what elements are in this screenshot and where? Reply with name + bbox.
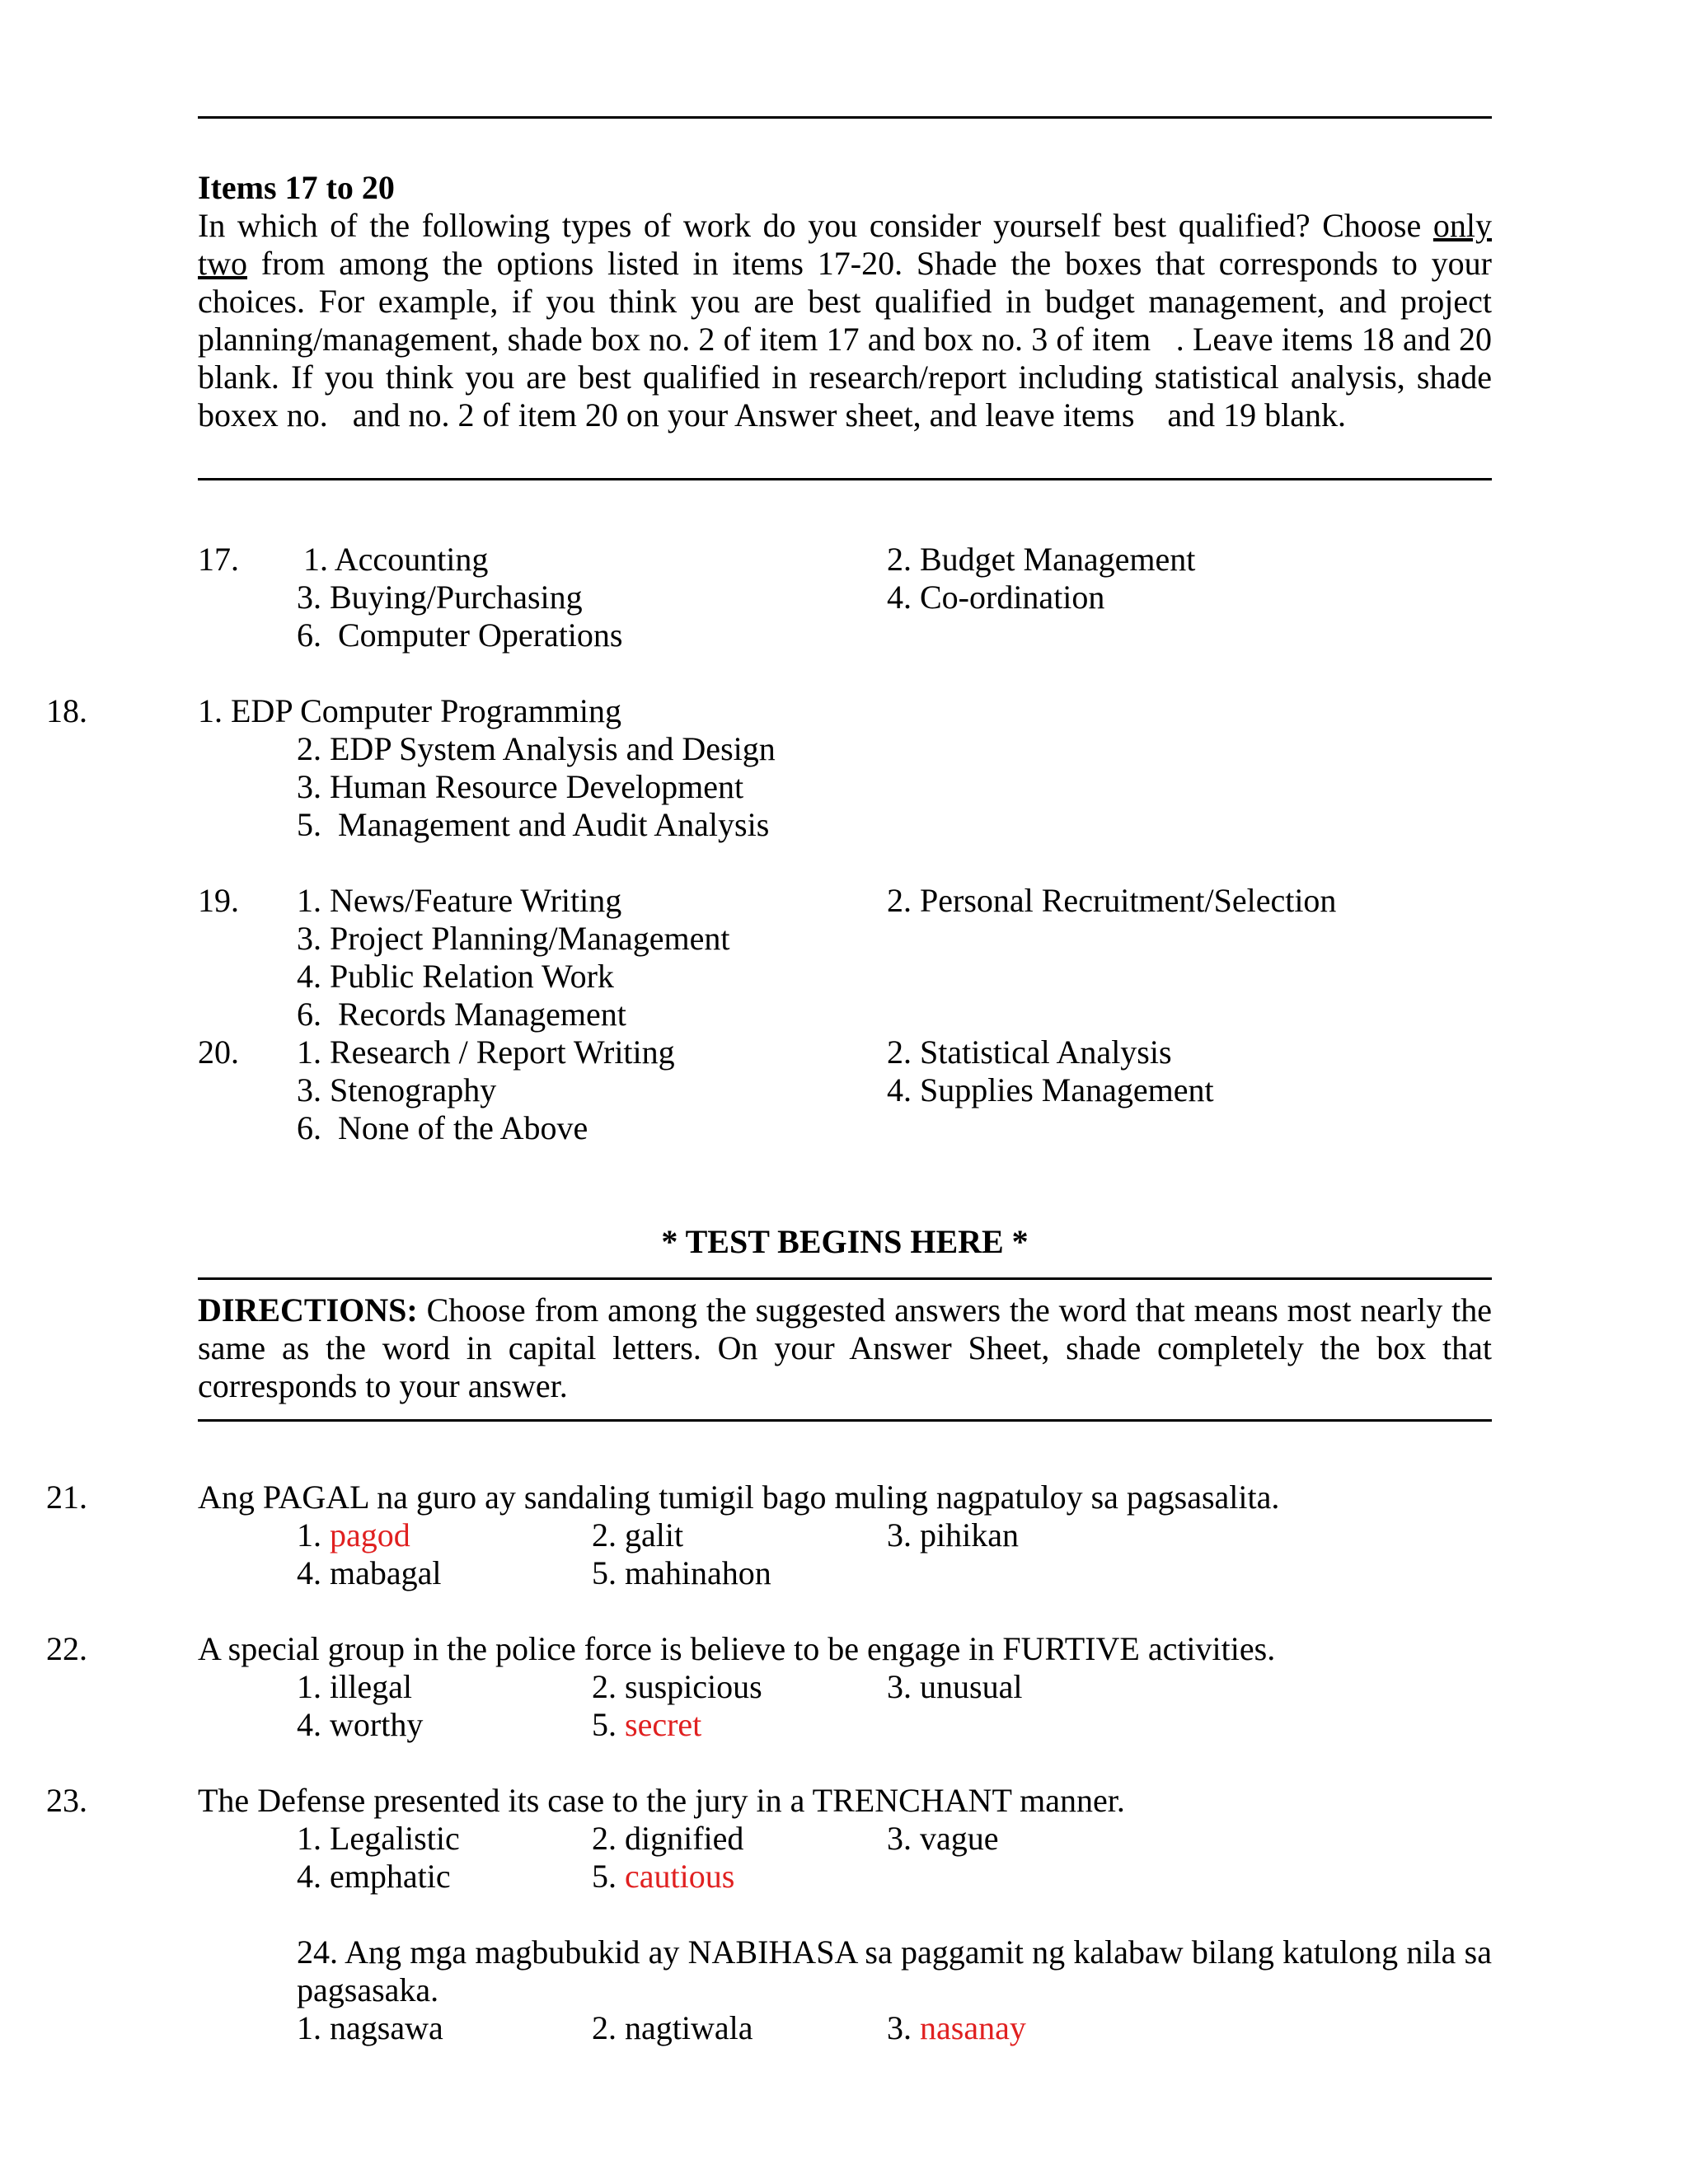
- item-20-option-1: 1. Research / Report Writing: [297, 1033, 675, 1071]
- directions-top-rule: [198, 1277, 1492, 1280]
- question-24-option-3-num: 3.: [887, 2009, 920, 2046]
- test-begins-banner: * TEST BEGINS HERE *: [661, 1223, 1029, 1260]
- question-22-stem: A special group in the police force is believe to be engage in FURTIVE activities.: [198, 1630, 1276, 1667]
- item-19-option-3: 3. Project Planning/Management: [297, 920, 730, 957]
- question-24-option-3-answer: nasanay: [920, 2009, 1026, 2046]
- question-21-option-1: [297, 1516, 410, 1554]
- question-22-option-2: 2. suspicious: [592, 1668, 762, 1705]
- question-21-option-3: 3. pihikan: [887, 1516, 1019, 1554]
- question-24-stem: 24. Ang mga magbubukid ay NABIHASA sa paggamit ng kalabaw bilang katulong nila sa pagsasaka.: [297, 1933, 1492, 2008]
- instructions-underlined: only two: [198, 207, 1492, 282]
- item-20-option-3: 3. Stenography: [297, 1071, 497, 1108]
- question-23-option-5-answer: cautious: [625, 1858, 735, 1895]
- directions-text: Choose from among the suggested answers the word that means most nearly the same as the word in capital letters. On your Answer Sheet, shade completely the box that corresponds to your answer.: [198, 1291, 1492, 1404]
- question-23-option-4: 4. emphatic: [297, 1858, 451, 1895]
- item-19-number: 19.: [198, 882, 239, 919]
- question-23-option-2: 2. dignified: [592, 1820, 744, 1857]
- instructions-text-b: from among the options listed in items 17-20. Shade the boxes that corresponds to your choices. For example, if you think you are best qualified in budget management, and project planning/management, shade box no. 2 of item 17 and box no. 3 of item . Leave items 18 and 20 blank. If you think you are best qualified in research/report including statistical analysis, shade boxex no. and no. 2 of item 20 on your Answer sheet, and leave items and 19 blank.: [198, 245, 1492, 434]
- question-23-number: 23.: [46, 1782, 87, 1819]
- item-19-option-4: 4. Public Relation Work: [297, 958, 614, 995]
- question-23-option-5-num: 5.: [592, 1858, 625, 1895]
- item-19-option-2: 2. Personal Recruitment/Selection: [887, 882, 1337, 919]
- question-24-option-3: [887, 2009, 1026, 2047]
- item-17-option-1: 1. Accounting: [303, 541, 489, 578]
- instructions-title: Items 17 to 20: [198, 169, 395, 206]
- question-23-option-5: [592, 1858, 734, 1896]
- question-24-option-2: 2. nagtiwala: [592, 2009, 753, 2046]
- question-21-option-1-answer: pagod: [330, 1516, 410, 1554]
- question-23-option-1: 1. Legalistic: [297, 1820, 460, 1857]
- item-17-option-4: 4. Co-ordination: [887, 579, 1105, 616]
- question-21-option-4: 4. mabagal: [297, 1554, 442, 1591]
- question-23-option-3: 3. vague: [887, 1820, 999, 1857]
- item-20-option-2: 2. Statistical Analysis: [887, 1033, 1172, 1071]
- item-20-number: 20.: [198, 1033, 239, 1071]
- question-22-option-3: 3. unusual: [887, 1668, 1023, 1705]
- question-23-stem: The Defense presented its case to the jury in a TRENCHANT manner.: [198, 1782, 1125, 1819]
- question-21-option-5: 5. mahinahon: [592, 1554, 771, 1591]
- question-22-option-4: 4. worthy: [297, 1706, 424, 1743]
- instructions-text-a: In which of the following types of work do you consider yourself best qualified? Choose: [198, 207, 1433, 244]
- top-rule: [198, 116, 1492, 119]
- question-21-number: 21.: [46, 1479, 87, 1516]
- question-22-option-1: 1. illegal: [297, 1668, 412, 1705]
- item-20-option-4: 4. Supplies Management: [887, 1071, 1214, 1108]
- item-19-option-6: 6. Records Management: [297, 996, 626, 1033]
- directions-bottom-rule: [198, 1419, 1492, 1422]
- item-17-option-6: 6. Computer Operations: [297, 616, 623, 654]
- directions-paragraph: [198, 1291, 1492, 1405]
- item-18-option-2: 2. EDP System Analysis and Design: [297, 730, 776, 767]
- item-20-option-6: 6. None of the Above: [297, 1109, 588, 1146]
- item-17-option-3: 3. Buying/Purchasing: [297, 579, 583, 616]
- question-21-option-1-num: 1.: [297, 1516, 330, 1554]
- directions-label: DIRECTIONS:: [198, 1291, 418, 1329]
- question-21-stem: Ang PAGAL na guro ay sandaling tumigil bago muling nagpatuloy sa pagsasalita.: [198, 1479, 1280, 1516]
- question-22-option-5-num: 5.: [592, 1706, 625, 1743]
- item-19-option-1: 1. News/Feature Writing: [297, 882, 622, 919]
- question-22-option-5: [592, 1706, 701, 1744]
- item-17-option-2: 2. Budget Management: [887, 541, 1196, 578]
- question-24-option-1: 1. nagsawa: [297, 2009, 443, 2046]
- item-18-option-3: 3. Human Resource Development: [297, 768, 744, 805]
- instructions-bottom-rule: [198, 478, 1492, 480]
- item-17-number: 17.: [198, 541, 239, 578]
- question-22-option-5-answer: secret: [625, 1706, 702, 1743]
- question-21-option-2: 2. galit: [592, 1516, 684, 1554]
- instructions-paragraph: [198, 207, 1492, 434]
- item-18-number: 18.: [46, 692, 87, 729]
- item-18-option-5: 5. Management and Audit Analysis: [297, 806, 770, 843]
- item-18-option-1: 1. EDP Computer Programming: [198, 692, 622, 729]
- question-22-number: 22.: [46, 1630, 87, 1667]
